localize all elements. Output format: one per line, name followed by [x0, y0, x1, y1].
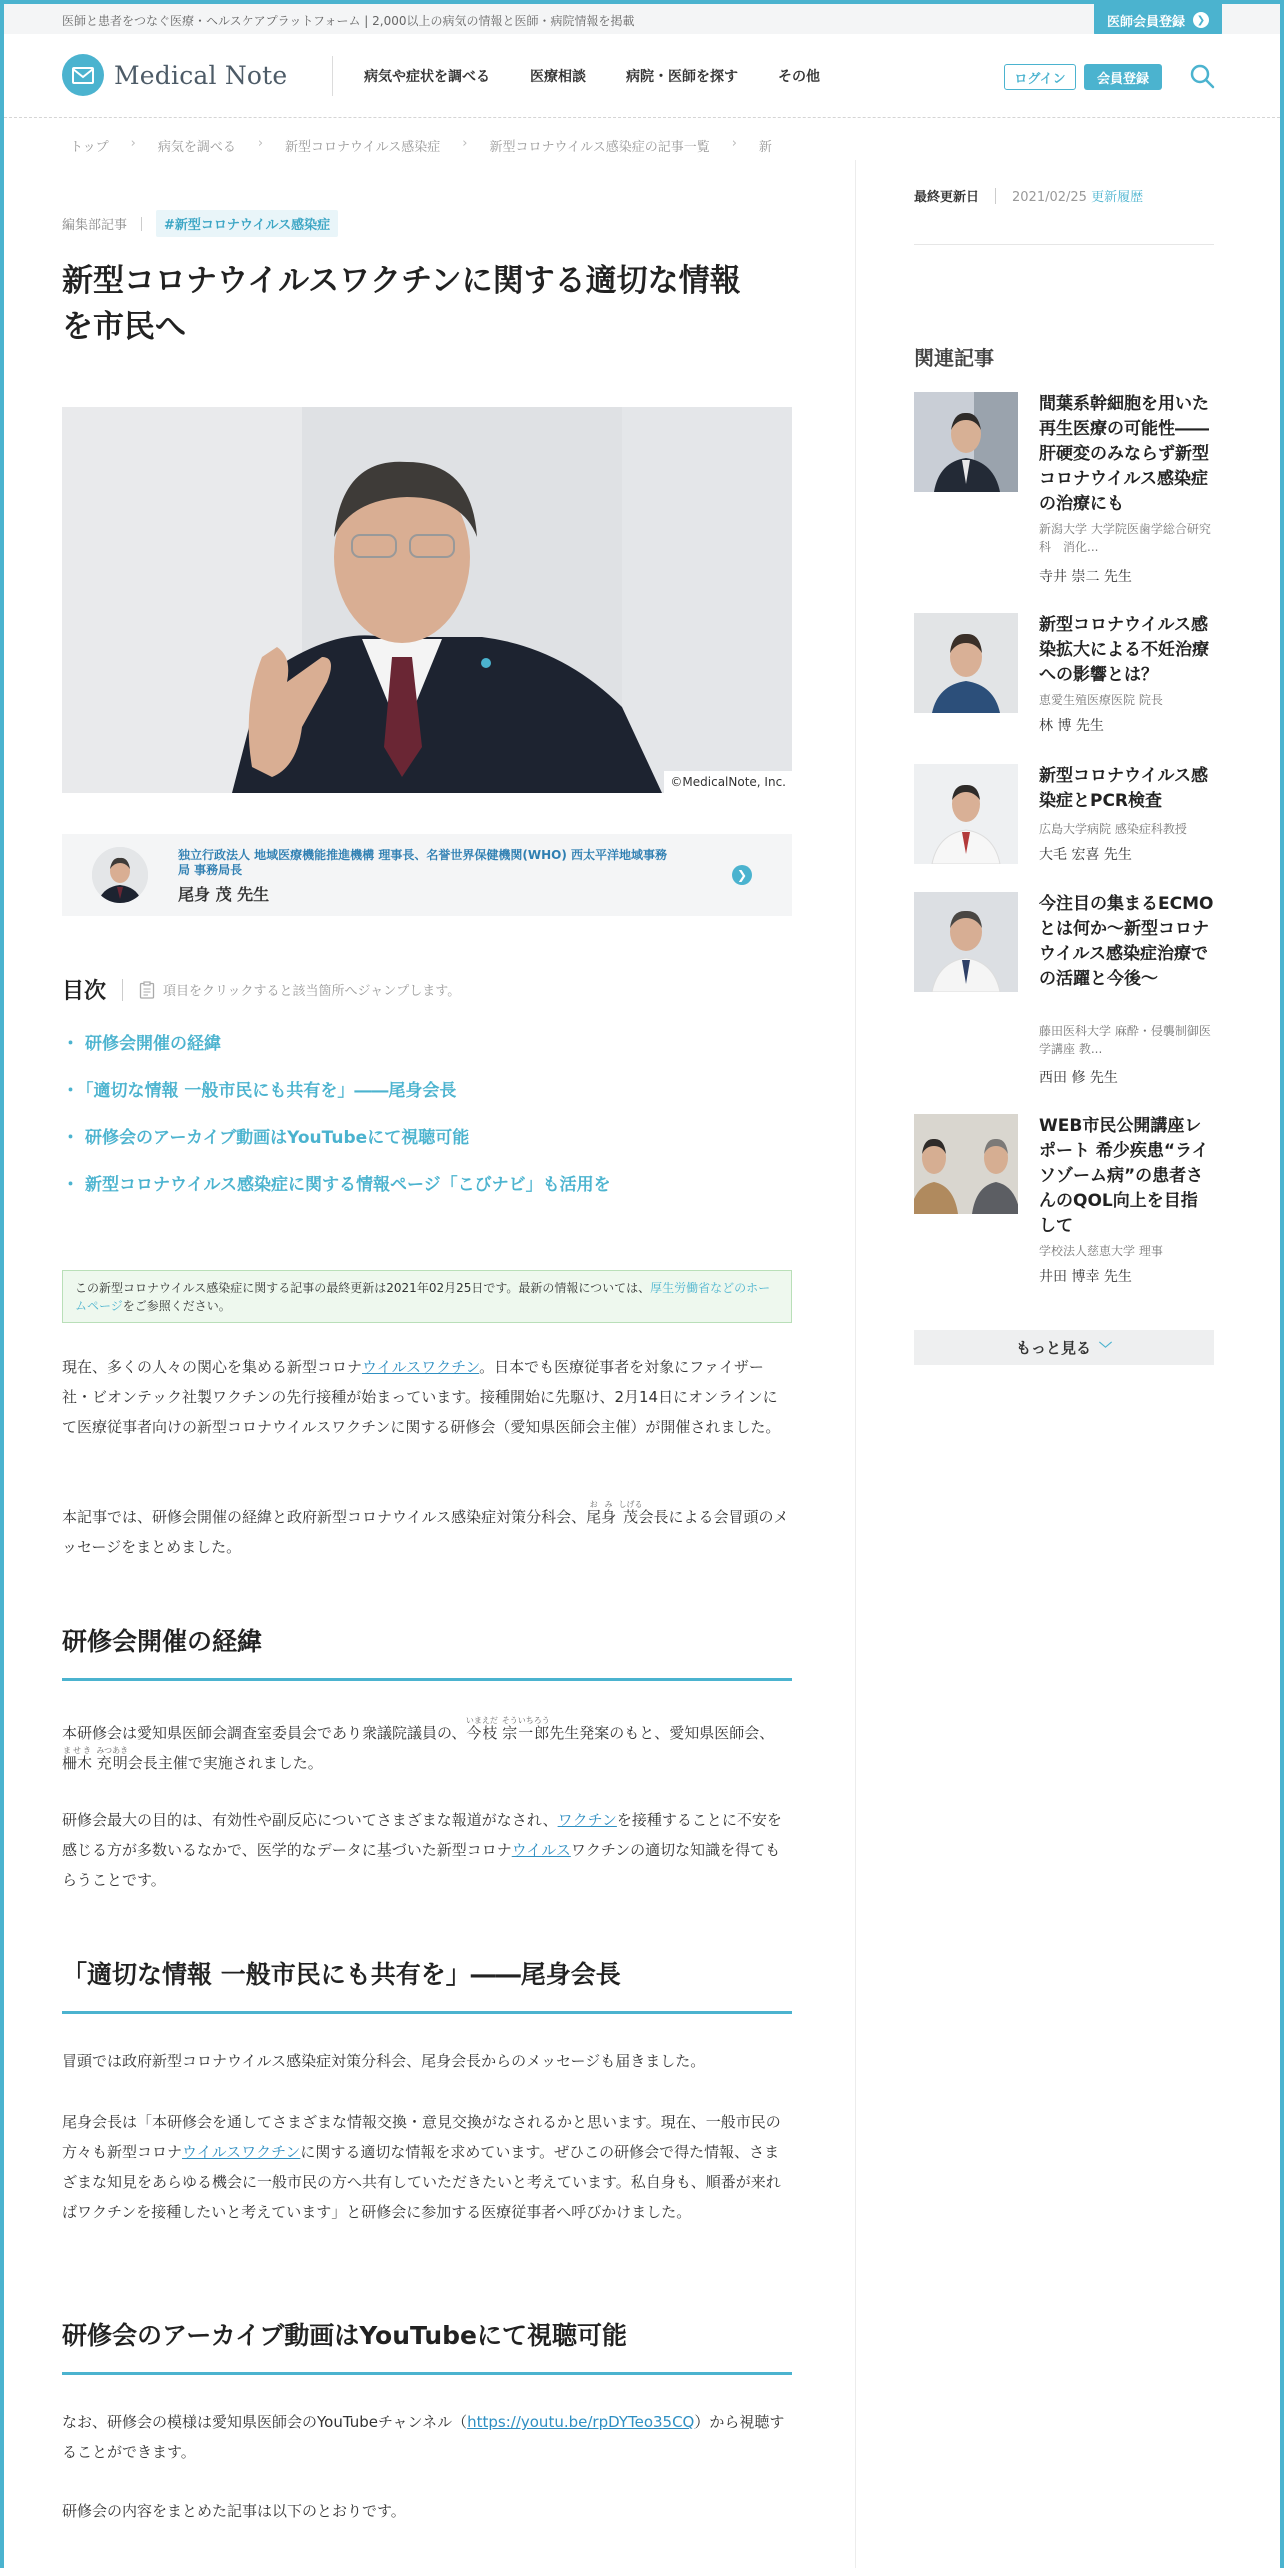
- doctor-photo-illustration: [62, 407, 792, 793]
- article-title: [62, 258, 792, 350]
- toc-item-label: 新型コロナウイルス感染症に関する情報ページ「こびナビ」も活用を: [85, 1175, 611, 1195]
- text: 柵木: [62, 1754, 93, 1772]
- login-button[interactable]: ログイン: [1004, 64, 1076, 90]
- related-articles-title: 関連記事: [914, 346, 994, 370]
- vaccine-link[interactable]: ウイルスワクチン: [362, 1358, 480, 1376]
- meta-divider: [141, 217, 142, 231]
- last-updated: [914, 186, 1143, 205]
- related-article[interactable]: [914, 392, 1214, 592]
- bullet-icon: ・: [62, 1128, 79, 1148]
- ruby-name: [618, 1500, 643, 1526]
- doctor-register-label: 医師会員登録: [1106, 14, 1185, 30]
- youtube-link[interactable]: https://youtu.be/rpDYTeo35CQ: [467, 2413, 695, 2431]
- updated-label: 最終更新日: [914, 190, 980, 205]
- related-thumbnail: [914, 392, 1018, 492]
- breadcrumb-diseases[interactable]: 病気を調べる: [157, 140, 236, 155]
- paragraph-message-intro: 冒頭では政府新型コロナウイルス感染症対策分科会、尾身会長からのメッセージも届きました。: [62, 2052, 706, 2070]
- doctor-profile-card[interactable]: [62, 834, 792, 916]
- text: 先生発案のもと、愛知県医師会、: [549, 1724, 775, 1742]
- ruby-name: [465, 1716, 498, 1742]
- related-affiliation: 恵愛生殖医療医院 院長: [1039, 693, 1163, 707]
- ruby-reading: そういちろう: [501, 1716, 550, 1725]
- clipboard-icon: [139, 981, 155, 999]
- ruby-reading: ませき: [62, 1746, 93, 1755]
- nav-diseases[interactable]: 病気や症状を調べる: [364, 69, 490, 85]
- text: を接種することに不安を感じる方が多数いるなかで、医学的なデータに基づいた新型コロナ: [62, 1811, 782, 1859]
- toc-item-label: 研修会開催の経緯: [85, 1034, 221, 1054]
- updated-date-group: [1012, 186, 1143, 205]
- text: に関する適切な情報を求めています。ぜひこの研修会で得た情報、さまざまな知見をあらゆる機会に一般市民の方へ共有していただきたいと考えています。私自身も、順番が来ればワクチンを接種したいと考えています」と研修会に参加する医療従事者へ呼びかけました。: [62, 2143, 781, 2221]
- medical-note-logo-icon: [62, 54, 104, 96]
- toc-item[interactable]: [62, 1075, 611, 1122]
- text: 本研修会は愛知県医師会調査室委員会であり衆議院議員の、: [62, 1724, 467, 1742]
- breadcrumb-separator-icon: ›: [462, 136, 468, 151]
- toc-item[interactable]: [62, 1122, 611, 1169]
- toc-list: [62, 1028, 611, 1216]
- related-affiliation: 新潟大学 大学院医歯学総合研究科 消化...: [1039, 522, 1211, 554]
- nav-consultation[interactable]: 医療相談: [530, 69, 586, 85]
- ruby-reading: おみ: [586, 1500, 617, 1509]
- text: 茂: [618, 1508, 643, 1526]
- title-line-2: を市民へ: [62, 309, 186, 345]
- related-affiliation: 広島大学病院 感染症科教授: [1039, 822, 1187, 836]
- related-title: 間葉系幹細胞を用いた再生医療の可能性――肝硬変のみならず新型コロナウイルス感染症の治療にも: [1039, 394, 1209, 514]
- hero-image: [62, 407, 792, 793]
- show-more-label: もっと見る: [1015, 1339, 1091, 1357]
- ruby-reading: みつあき: [96, 1746, 129, 1755]
- related-title: 新型コロナウイルス感染拡大による不妊治療への影響とは？: [1039, 615, 1209, 685]
- related-thumbnail: [914, 1114, 1018, 1214]
- paragraph-message: [62, 2107, 792, 2227]
- notice-text: この新型コロナウイルス感染症に関する記事の最終更新は2021年02月25日です。最新の情報については、: [75, 1281, 651, 1295]
- article-tag[interactable]: #新型コロナウイルス感染症: [156, 210, 338, 237]
- ruby-name: [501, 1716, 550, 1742]
- text: ワクチンの適切な知識を得てもらうことです。: [62, 1841, 781, 1889]
- related-title: 今注目の集まるECMOとは何か〜新型コロナウイルス感染症治療での活躍と今後〜: [1039, 894, 1214, 989]
- site-header: [4, 34, 1280, 118]
- related-doctor: 井田 博幸 先生: [1039, 1269, 1132, 1285]
- related-article[interactable]: [914, 1114, 1214, 1294]
- related-affiliation: 藤田医科大学 麻酔・侵襲制御医学講座 教...: [1039, 1024, 1211, 1056]
- related-article[interactable]: [914, 613, 1214, 743]
- text: 本記事では、研修会開催の経緯と政府新型コロナウイルス感染症対策分科会、: [62, 1508, 587, 1526]
- vaccine-link[interactable]: ワクチン: [557, 1811, 617, 1829]
- toc-item-label: 「適切な情報 一般市民にも共有を」――尾身会長: [85, 1081, 457, 1101]
- image-credit: ©MedicalNote, Inc.: [664, 771, 792, 793]
- nav-hospitals[interactable]: 病院・医師を探す: [626, 69, 738, 85]
- bullet-icon: ・: [62, 1081, 79, 1101]
- paragraph-background: [62, 1716, 792, 1778]
- related-doctor: 大毛 宏喜 先生: [1039, 847, 1132, 863]
- ruby-name: [62, 1746, 93, 1772]
- breadcrumb: [70, 136, 810, 155]
- toc-hint: [139, 980, 460, 999]
- history-link[interactable]: 更新履歴: [1091, 190, 1144, 205]
- doctor-name: 尾身 茂 先生: [178, 885, 270, 904]
- related-article[interactable]: [914, 892, 1214, 1092]
- breadcrumb-separator-icon: ›: [130, 136, 136, 151]
- related-doctor: 寺井 崇二 先生: [1039, 569, 1132, 585]
- section-heading-1: 研修会開催の経緯: [62, 1622, 792, 1681]
- chevron-right-icon[interactable]: ❯: [732, 865, 752, 885]
- related-doctor: 林 博 先生: [1039, 718, 1104, 734]
- breadcrumb-top[interactable]: トップ: [70, 140, 109, 155]
- breadcrumb-separator-icon: ›: [731, 136, 737, 151]
- vaccine-link[interactable]: ウイルスワクチン: [182, 2143, 301, 2161]
- breadcrumb-covid[interactable]: 新型コロナウイルス感染症: [285, 140, 441, 155]
- text: 尾身会長は「本研修会を通してさまざまな情報交換・意見交換がなされるかと思います。現在、一般市民の方々も新型コロナ: [62, 2113, 781, 2161]
- related-title: 新型コロナウイルス感染症とPCR検査: [1039, 766, 1208, 811]
- mhlw-link[interactable]: 厚生労働省などのホームページ: [75, 1281, 771, 1313]
- text: 宗一郎: [501, 1724, 550, 1742]
- doctor-register-button[interactable]: [1094, 4, 1222, 36]
- search-icon[interactable]: [1188, 62, 1216, 90]
- toc-divider: [122, 979, 123, 1001]
- related-title: WEB市民公開講座レポート 希少疾患“ライソゾーム病”の患者さんのQOL向上を目指して: [1039, 1116, 1209, 1236]
- main-nav: [364, 66, 820, 86]
- related-thumbnail: [914, 613, 1018, 713]
- show-more-button[interactable]: [914, 1330, 1214, 1365]
- notice-text-end: をご参照ください。: [122, 1299, 231, 1313]
- ruby-reading: いまえだ: [465, 1716, 498, 1725]
- logo-text: Medical Note: [114, 60, 288, 90]
- paragraph-purpose: [62, 1805, 792, 1895]
- site-logo[interactable]: [62, 54, 287, 96]
- sidebar-divider: [914, 244, 1214, 245]
- text: 今枝: [465, 1724, 498, 1742]
- toc-header: [62, 974, 460, 1005]
- register-button[interactable]: 会員登録: [1084, 64, 1162, 90]
- toc-item[interactable]: [62, 1028, 611, 1075]
- bullet-icon: ・: [62, 1175, 79, 1195]
- doctor-affiliation: 独立行政法人 地域医療機能推進機構 理事長、名誉世界保健機関(WHO) 西太平洋地域事務局 事務局長: [178, 848, 667, 877]
- toc-hint-text: 項目をクリックすると該当箇所へジャンプします。: [163, 984, 461, 999]
- related-thumbnail: [914, 764, 1018, 864]
- text: 尾身: [586, 1508, 617, 1526]
- ruby-reading: しげる: [618, 1500, 643, 1509]
- chevron-right-icon: ❯: [1193, 12, 1209, 28]
- text: 現在、多くの人々の関心を集める新型コロナ: [62, 1358, 363, 1376]
- paragraph-youtube: [62, 2407, 792, 2467]
- header-divider: [332, 56, 333, 96]
- text: 充明: [96, 1754, 129, 1772]
- article-category: 編集部記事: [62, 218, 128, 233]
- toc-item[interactable]: [62, 1169, 611, 1216]
- virus-link[interactable]: ウイルス: [511, 1841, 571, 1859]
- text: なお、研修会の模様は愛知県医師会のYouTubeチャンネル（: [62, 2413, 468, 2431]
- section-heading-3: 研修会のアーカイブ動画はYouTubeにて視聴可能: [62, 2316, 792, 2375]
- ruby-name: [586, 1500, 617, 1526]
- breadcrumb-current: 新: [758, 140, 772, 155]
- title-line-1: 新型コロナウイルスワクチンに関する適切な情報: [62, 263, 741, 299]
- doctor-avatar: [92, 847, 148, 903]
- bullet-icon: ・: [62, 1034, 79, 1054]
- top-info-bar: [4, 4, 1280, 34]
- ruby-name: [96, 1746, 129, 1772]
- related-affiliation: 学校法人慈恵大学 理事: [1039, 1244, 1163, 1258]
- related-article[interactable]: [914, 764, 1214, 874]
- text: 。日本でも医療従事者を対象にファイザー社・ビオンテック社製ワクチンの先行接種が始まっています。接種開始に先駆け、2月14日にオンラインにて医療従事者向けの新型コロナウイルスワクチンに関する研修会（愛知県医師会主催）が開催されました。: [62, 1358, 781, 1436]
- updated-divider: [995, 188, 996, 204]
- update-notice: [62, 1270, 792, 1323]
- updated-date: 2021/02/25: [1012, 190, 1087, 205]
- chevron-down-icon: ﹀: [1099, 1342, 1113, 1357]
- article-meta: [62, 210, 338, 237]
- breadcrumb-article-list[interactable]: 新型コロナウイルス感染症の記事一覧: [489, 140, 710, 155]
- toc-title: 目次: [62, 979, 107, 1004]
- site-tagline: 医師と患者をつなぐ医療・ヘルスケアプラットフォーム | 2,000以上の病気の情報と医師・病院情報を掲載: [62, 14, 635, 28]
- text: ）から視聴することができます。: [62, 2413, 785, 2461]
- nav-other[interactable]: その他: [778, 69, 820, 85]
- breadcrumb-separator-icon: ›: [257, 136, 264, 151]
- paragraph-related-intro: 研修会の内容をまとめた記事は以下のとおりです。: [62, 2502, 406, 2520]
- related-thumbnail: [914, 892, 1018, 992]
- text: 会長主催で実施されました。: [127, 1754, 323, 1772]
- text: 研修会最大の目的は、有効性や副反応についてさまざまな報道がなされ、: [62, 1811, 558, 1829]
- paragraph-intro: [62, 1352, 792, 1442]
- related-doctor: 西田 修 先生: [1039, 1070, 1118, 1086]
- toc-item-label: 研修会のアーカイブ動画はYouTubeにて視聴可能: [85, 1128, 470, 1148]
- text: 会長による会冒頭のメッセージをまとめました。: [62, 1508, 789, 1556]
- column-divider: [855, 160, 856, 2568]
- section-heading-2: 「適切な情報 一般市民にも共有を」――尾身会長: [62, 1955, 792, 2014]
- paragraph-summary: [62, 1500, 792, 1562]
